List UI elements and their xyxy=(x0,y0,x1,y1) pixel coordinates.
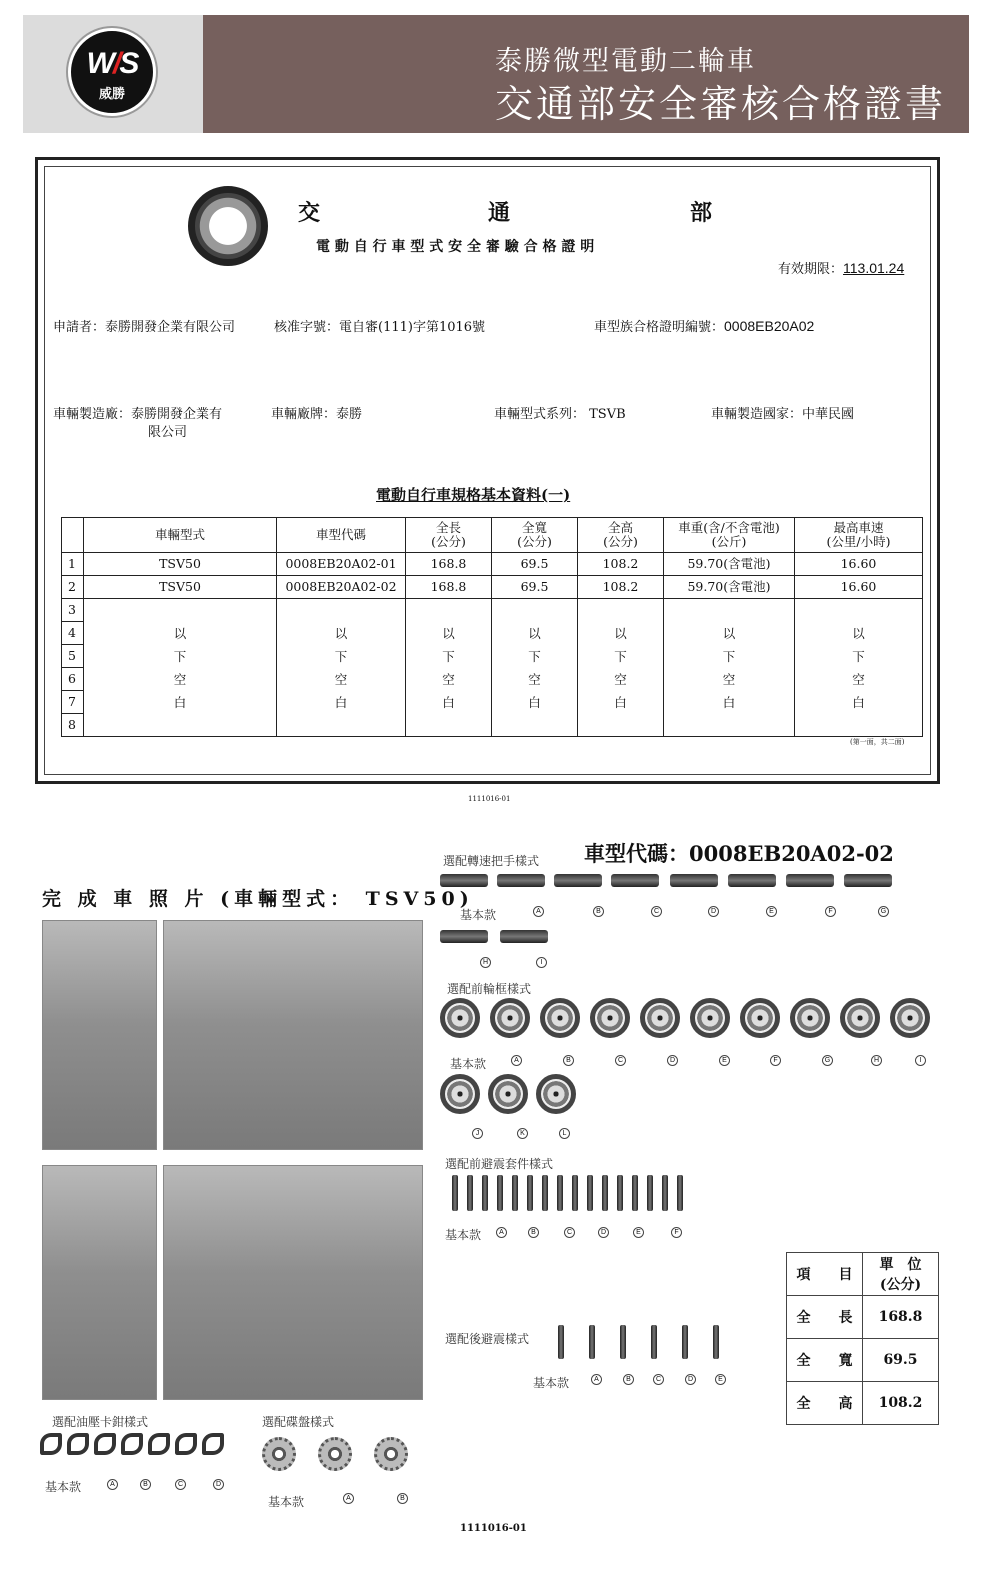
country: 車輛製造國家：中華民國 xyxy=(711,407,855,422)
vehicle-code-title: 車型代碼：0008EB20A02-02 xyxy=(584,841,894,866)
doc-number: 1111016-01 xyxy=(468,795,511,803)
dim-value: 108.2 xyxy=(863,1382,939,1425)
option-letter: A xyxy=(107,1479,118,1490)
validity-label: 有效期限： xyxy=(778,262,844,277)
cell-model: TSV50 xyxy=(84,576,277,599)
option-letter: H xyxy=(871,1055,882,1066)
option-letter: B xyxy=(623,1374,634,1385)
wheels-label: 選配前輪框樣式 xyxy=(447,982,532,996)
table-row xyxy=(62,553,923,576)
rear-shock-icon xyxy=(589,1325,595,1359)
basic-label: 基本款 xyxy=(533,1376,570,1390)
basic-label: 基本款 xyxy=(445,1228,482,1242)
row-number: 2 xyxy=(62,576,84,599)
wheel-rim-icon xyxy=(790,998,830,1038)
option-letter: F xyxy=(671,1227,682,1238)
throttle-grip-icon xyxy=(440,930,488,943)
cell-length: 168.8 xyxy=(406,553,492,576)
brake-disc-icon xyxy=(318,1437,352,1471)
throttle-grip-icon xyxy=(440,874,488,887)
scooter-right-side-photo xyxy=(163,1165,423,1400)
option-letter: H xyxy=(480,957,491,968)
front-shock-icon xyxy=(527,1175,533,1211)
dim-row xyxy=(787,1339,939,1382)
front-shock-icon xyxy=(602,1175,608,1211)
row-number: 5 xyxy=(62,645,84,668)
dim-header: 項 目 xyxy=(787,1253,863,1296)
table-row xyxy=(62,576,923,599)
cell-speed: 16.60 xyxy=(795,553,923,576)
header-subtitle: 泰勝微型電動二輪車 xyxy=(495,46,756,77)
wheel-rim-icon xyxy=(890,998,930,1038)
blank-cell: 以 下 空 白 xyxy=(406,599,492,737)
header-title: 交通部安全審核合格證書 xyxy=(495,82,947,126)
wheel-rim-icon xyxy=(590,998,630,1038)
option-letter: B xyxy=(397,1493,408,1504)
row-number: 1 xyxy=(62,553,84,576)
dim-value: 69.5 xyxy=(863,1339,939,1382)
cell-speed: 16.60 xyxy=(795,576,923,599)
blank-cell: 以 下 空 白 xyxy=(277,599,406,737)
dim-value: 168.8 xyxy=(863,1296,939,1339)
front-shock-icon xyxy=(662,1175,668,1211)
dimension-table xyxy=(786,1252,939,1425)
blank-cell: 以 下 空 白 xyxy=(578,599,664,737)
wheel-rim-icon xyxy=(488,1074,528,1114)
grips-label: 選配轉速把手樣式 xyxy=(443,854,540,868)
option-letter: D xyxy=(685,1374,696,1385)
row-number: 7 xyxy=(62,691,84,714)
option-letter: F xyxy=(770,1055,781,1066)
manufacturer-line2: 限公司 xyxy=(148,425,188,440)
basic-label: 基本款 xyxy=(45,1480,82,1494)
option-letter: A xyxy=(511,1055,522,1066)
family-cert-label: 車型族合格證明編號： xyxy=(594,320,725,335)
front-shock-icon xyxy=(452,1175,458,1211)
option-letter: E xyxy=(715,1374,726,1385)
option-letter: I xyxy=(915,1055,926,1066)
brake-caliper-icon xyxy=(148,1433,170,1455)
blank-cell: 以 下 空 白 xyxy=(84,599,277,737)
option-letter: J xyxy=(472,1128,483,1139)
cell-code: 0008EB20A02-02 xyxy=(277,576,406,599)
option-letter: B xyxy=(593,906,604,917)
ministry-char: 通 xyxy=(488,200,511,226)
cell-length: 168.8 xyxy=(406,576,492,599)
rear-shock-icon xyxy=(713,1325,719,1359)
blank-cell: 以 下 空 白 xyxy=(664,599,795,737)
option-letter: F xyxy=(825,906,836,917)
throttle-grip-icon xyxy=(500,930,548,943)
column-header: 全長 (公分) xyxy=(406,518,492,553)
rear-shock-icon xyxy=(620,1325,626,1359)
manufacturer-label: 車輛製造廠： xyxy=(53,407,132,422)
wheel-rim-icon xyxy=(640,998,680,1038)
spec-table xyxy=(61,517,923,737)
rear-shock-icon xyxy=(682,1325,688,1359)
dim-item: 全 寬 xyxy=(787,1339,863,1382)
front-shock-icon xyxy=(617,1175,623,1211)
throttle-grip-icon xyxy=(728,874,776,887)
option-letter: D xyxy=(708,906,719,917)
throttle-grip-icon xyxy=(554,874,602,887)
front-shock-label: 選配前避震套件樣式 xyxy=(445,1157,554,1171)
scooter-front-photo xyxy=(42,920,157,1150)
cell-width: 69.5 xyxy=(492,576,578,599)
option-letter: B xyxy=(563,1055,574,1066)
option-letter: D xyxy=(667,1055,678,1066)
brake-caliper-icon xyxy=(202,1433,224,1455)
option-letter: C xyxy=(175,1479,186,1490)
column-header: 車輛型式 xyxy=(84,518,277,553)
option-letter: A xyxy=(591,1374,602,1385)
cell-code: 0008EB20A02-01 xyxy=(277,553,406,576)
front-shock-icon xyxy=(497,1175,503,1211)
option-letter: I xyxy=(536,957,547,968)
brake-caliper-icon xyxy=(94,1433,116,1455)
rear-shock-label: 選配後避震樣式 xyxy=(445,1332,530,1346)
option-letter: E xyxy=(719,1055,730,1066)
option-letter: C xyxy=(651,906,662,917)
scooter-left-side-photo xyxy=(163,920,423,1150)
brake-disc-label: 選配碟盤樣式 xyxy=(262,1415,335,1429)
column-header: 全高 (公分) xyxy=(578,518,664,553)
brake-caliper-icon xyxy=(67,1433,89,1455)
dim-row xyxy=(787,1296,939,1339)
ministry-char: 部 xyxy=(690,200,713,226)
validity-date: 113.01.24 xyxy=(843,260,905,276)
brake-caliper-icon xyxy=(175,1433,197,1455)
front-shock-icon xyxy=(572,1175,578,1211)
option-letter: C xyxy=(615,1055,626,1066)
cell-model: TSV50 xyxy=(84,553,277,576)
throttle-grip-icon xyxy=(844,874,892,887)
brake-caliper-label: 選配油壓卡鉗樣式 xyxy=(52,1415,149,1429)
row-number: 6 xyxy=(62,668,84,691)
wheel-rim-icon xyxy=(536,1074,576,1114)
photos-title: 完 成 車 照 片 (車輛型式： TSV50) xyxy=(42,888,474,910)
page-note: (第一面，共二面) xyxy=(850,738,905,746)
column-header: 最高車速 (公里/小時) xyxy=(795,518,923,553)
applicant: 申請者：泰勝開發企業有限公司 xyxy=(53,320,236,335)
row-number: 8 xyxy=(62,714,84,737)
front-shock-icon xyxy=(482,1175,488,1211)
wheel-rim-icon xyxy=(690,998,730,1038)
front-shock-icon xyxy=(587,1175,593,1211)
option-letter: L xyxy=(559,1128,570,1139)
option-letter: A xyxy=(533,906,544,917)
brand: 車輛廠牌：泰勝 xyxy=(271,407,363,422)
brake-caliper-icon xyxy=(121,1433,143,1455)
option-letter: E xyxy=(633,1227,644,1238)
brake-disc-icon xyxy=(374,1437,408,1471)
throttle-grip-icon xyxy=(786,874,834,887)
front-shock-icon xyxy=(542,1175,548,1211)
throttle-grip-icon xyxy=(670,874,718,887)
ministry-seal-icon xyxy=(188,186,268,266)
wheel-rim-icon xyxy=(440,1074,480,1114)
row-number: 3 xyxy=(62,599,84,622)
option-letter: B xyxy=(140,1479,151,1490)
option-letter: E xyxy=(766,906,777,917)
column-header: 全寬 (公分) xyxy=(492,518,578,553)
brake-caliper-icon xyxy=(40,1433,62,1455)
option-letter: G xyxy=(878,906,889,917)
option-letter: G xyxy=(822,1055,833,1066)
dim-item: 全 高 xyxy=(787,1382,863,1425)
wheel-rim-icon xyxy=(490,998,530,1038)
throttle-grip-icon xyxy=(497,874,545,887)
basic-label: 基本款 xyxy=(460,908,497,922)
brake-disc-icon xyxy=(262,1437,296,1471)
dim-row xyxy=(787,1382,939,1425)
wheel-rim-icon xyxy=(540,998,580,1038)
manufacturer: 泰勝開發企業有 xyxy=(131,407,223,422)
basic-label: 基本款 xyxy=(450,1057,487,1071)
wheel-rim-icon xyxy=(440,998,480,1038)
series: 車輛型式系列： TSVB xyxy=(494,407,626,422)
option-letter: K xyxy=(517,1128,528,1139)
front-shock-icon xyxy=(557,1175,563,1211)
ministry-char: 交 xyxy=(298,200,321,226)
dim-header: 單 位 (公分) xyxy=(863,1253,939,1296)
rear-shock-icon xyxy=(558,1325,564,1359)
brand-logo: W/S 威勝 xyxy=(68,28,156,116)
cell-height: 108.2 xyxy=(578,553,664,576)
option-letter: B xyxy=(528,1227,539,1238)
column-header: 車型代碼 xyxy=(277,518,406,553)
cell-height: 108.2 xyxy=(578,576,664,599)
front-shock-icon xyxy=(677,1175,683,1211)
cell-weight: 59.70(含電池) xyxy=(664,576,795,599)
rear-shock-icon xyxy=(651,1325,657,1359)
throttle-grip-icon xyxy=(611,874,659,887)
option-letter: A xyxy=(343,1493,354,1504)
cell-width: 69.5 xyxy=(492,553,578,576)
front-shock-icon xyxy=(632,1175,638,1211)
wheel-rim-icon xyxy=(840,998,880,1038)
option-letter: D xyxy=(213,1479,224,1490)
dim-item: 全 長 xyxy=(787,1296,863,1339)
header-banner xyxy=(203,15,969,133)
front-shock-icon xyxy=(512,1175,518,1211)
wheel-rim-icon xyxy=(740,998,780,1038)
scooter-rear-photo xyxy=(42,1165,157,1400)
family-cert-no: 0008EB20A02 xyxy=(724,318,815,334)
front-shock-icon xyxy=(467,1175,473,1211)
table-title: 電動自行車規格基本資料(一) xyxy=(376,486,571,504)
cert-title: 電 動 自 行 車 型 式 安 全 審 驗 合 格 證 明 xyxy=(316,239,595,255)
approval-no: 核准字號：電自審(111)字第1016號 xyxy=(274,320,486,335)
option-letter: C xyxy=(653,1374,664,1385)
option-letter: A xyxy=(496,1227,507,1238)
blank-cell: 以 下 空 白 xyxy=(795,599,923,737)
doc-number-bottom: 1111016-01 xyxy=(460,1523,527,1534)
option-letter: C xyxy=(564,1227,575,1238)
cell-weight: 59.70(含電池) xyxy=(664,553,795,576)
basic-label: 基本款 xyxy=(268,1495,305,1509)
blank-cell: 以 下 空 白 xyxy=(492,599,578,737)
option-letter: D xyxy=(598,1227,609,1238)
front-shock-icon xyxy=(647,1175,653,1211)
row-number: 4 xyxy=(62,622,84,645)
column-header: 車重(含/不含電池) (公斤) xyxy=(664,518,795,553)
